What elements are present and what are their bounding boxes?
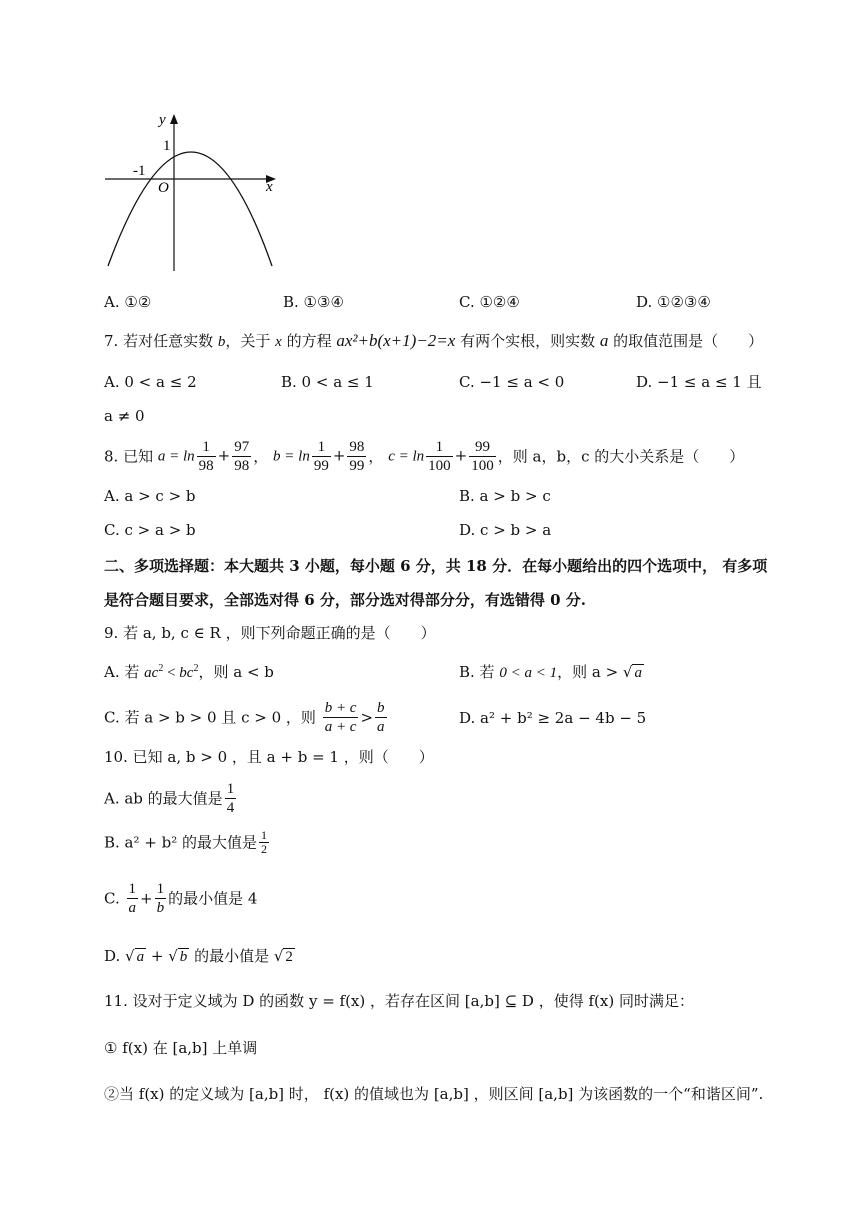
q7-option-a: A. 0 < a ≤ 2 (104, 373, 197, 391)
q8-option-d: D. c > b > a (459, 521, 552, 539)
q10-option-d: D. √ a + √ b 的最小值是 √ 2 (104, 947, 293, 965)
parabola-graph (100, 108, 290, 278)
q10-option-b: B. a² + b² 的最大值是 $\frac{1}{2}$ (104, 828, 268, 856)
q9-stem: 9. 若 a, b, c ∈ R ，则下列命题正确的是（ ） (104, 624, 436, 642)
section2-heading-line1: 二、多项选择题：本大题共 3 小题，每小题 6 分，共 18 分．在每小题给出的四个选项中， 有多项 (104, 557, 768, 575)
q8-option-c: C. c > a > b (104, 521, 196, 539)
q9-option-c: C. 若 a > b > 0 且 c > 0 ，则 $\frac{b + c}{a + c}$ > $\frac{b}{a}$ (104, 700, 385, 735)
q11-condition-2: ②当 f(x) 的定义域为 [a,b] 时， f(x) 的值域也为 [a,b] ，则区间 [a,b] 为该函数的一个“和谐区间”. (104, 1085, 764, 1103)
q7-option-b: B. 0 < a ≤ 1 (281, 373, 374, 391)
q8-stem: 8. 已知 a = ln $\frac{1}{98}$ + $\frac{97}{98}$ ， b = ln $\frac{1}{99}$ + $\frac{98}{99}$ ， c = ln $\frac{1}{100}$ + $\frac{99}{100}$ ，则 a，b，c 的大小关系是（ ） (104, 439, 745, 474)
q6-option-c: C. ①②④ (459, 293, 520, 311)
q7-option-d: D. −1 ≤ a ≤ 1 且 (636, 373, 762, 391)
q7-option-c: C. −1 ≤ a < 0 (459, 373, 565, 391)
q11-stem: 11. 设对于定义域为 D 的函数 y = f(x) ，若存在区间 [a,b] ⊆ D ，使得 f(x) 同时满足： (104, 992, 694, 1010)
q9-option-a: A. 若 $ac^2 < bc^2$，则 a < b (104, 663, 274, 681)
q9-option-b: B. 若 0 < a < 1，则 a > √ a (459, 663, 642, 681)
q6-option-a: A. ①② (104, 293, 152, 311)
q11-condition-1: ① f(x) 在 [a,b] 上单调 (104, 1039, 258, 1057)
q10-option-c: C. $\frac{1}{a}$ + $\frac{1}{b}$ 的最小值是 4 (104, 881, 258, 916)
y-tick-one: 1 (163, 138, 171, 154)
q6-option-b: B. ①③④ (283, 293, 344, 311)
q10-option-a: A. ab 的最大值是 $\frac{1}{4}$ (104, 781, 235, 816)
q9-option-d: D. a² + b² ≥ 2a − 4b − 5 (459, 709, 647, 727)
q8-option-b: B. a > b > c (459, 487, 551, 505)
y-axis-label: y (159, 112, 166, 128)
origin-label: O (158, 180, 169, 196)
q10-stem: 10. 已知 a, b > 0 ，且 a + b = 1 ，则（ ） (104, 748, 434, 766)
x-tick-neg-one: -1 (133, 163, 146, 179)
q7-equation: ax²+b(x+1)−2=x (336, 331, 456, 350)
q7-stem: 7. 若对任意实数 b，关于 x 的方程 ax²+b(x+1)−2=x 有两个实根，则实数 a 的取值范围是（ ） (104, 331, 764, 350)
q6-option-d: D. ①②③④ (636, 293, 711, 311)
x-axis-label: x (266, 179, 273, 195)
section2-heading-line2: 是符合题目要求，全部选对得 6 分，部分选对得部分分，有选错得 0 分. (104, 591, 586, 609)
y-axis-arrow (170, 114, 178, 124)
q8-option-a: A. a > c > b (104, 487, 196, 505)
q7-option-d-cont: a ≠ 0 (104, 407, 145, 425)
